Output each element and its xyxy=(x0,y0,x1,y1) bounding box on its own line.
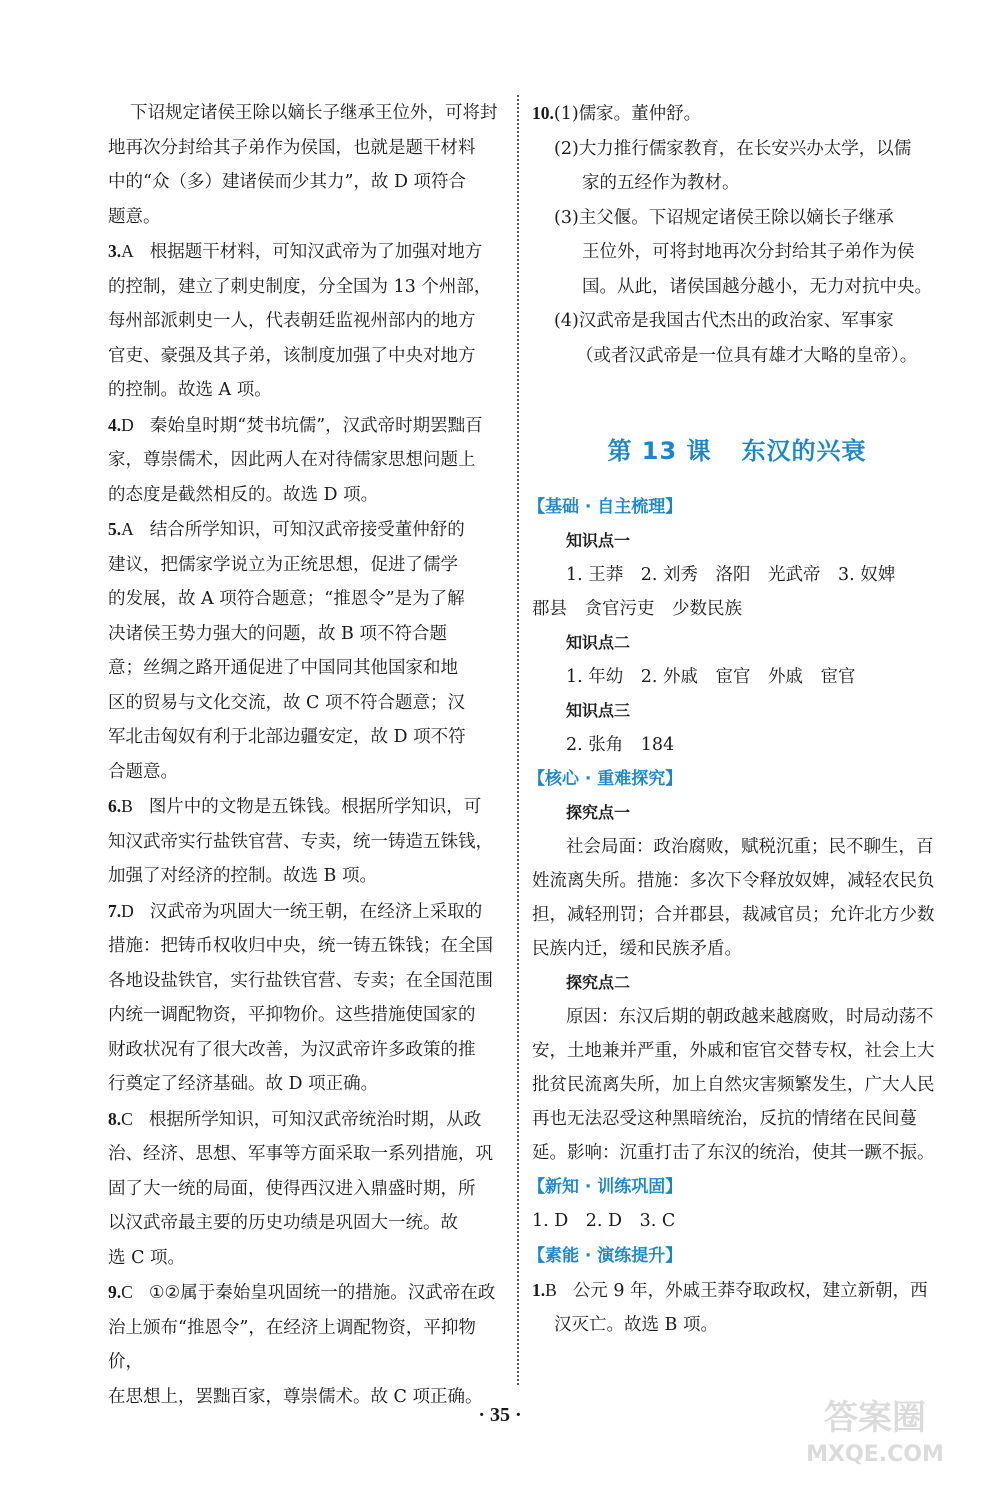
answer-letter: B xyxy=(121,796,133,816)
answer-number: 1. xyxy=(532,1279,546,1300)
text-line: 的控制。故选 A 项。 xyxy=(108,380,272,400)
text-line: 以汉武帝最主要的历史功绩是巩固大一统。故 xyxy=(108,1213,458,1233)
text-line: 王位外，可将封地再次分封给其子弟作为侯 xyxy=(582,242,915,262)
part-label: (2) xyxy=(554,138,579,159)
knowledge-point-1-title: 知识点一 xyxy=(566,531,631,550)
answer-letter: A xyxy=(121,519,134,539)
text-line: 根据所学知识，可知汉武帝统治时期，从政 xyxy=(148,1109,482,1130)
text-line: 治、经济、思想、军事等方面采取一系列措施，巩 xyxy=(108,1144,493,1164)
text-line: 家，尊崇儒术，因此两人在对待儒家思想问题上 xyxy=(108,450,476,470)
continued-answer-2 xyxy=(108,96,503,234)
text-line: 选 C 项。 xyxy=(108,1247,186,1268)
answer-letter: B xyxy=(545,1279,557,1300)
text-line: 中的“众（多）建诸侯而少其力”，故 D 项符合 xyxy=(108,172,467,192)
answer-letter: C xyxy=(121,1108,133,1129)
text-line: 家的五经作为教材。 xyxy=(582,173,740,193)
text-line: 的发展，故 A 项符合题意；“推恩令”是为了解 xyxy=(108,589,465,609)
answer-8 xyxy=(108,1102,503,1276)
answer-number: 6. xyxy=(108,796,122,816)
text-line: 合题意。 xyxy=(108,761,178,782)
part-label: (3) xyxy=(554,207,579,228)
lesson-number: 第 13 课 xyxy=(607,437,712,465)
text-line: 地再次分封给其子弟作为侯国，也就是题干材料 xyxy=(108,137,476,158)
text-line: 公元 9 年，外戚王莽夺取政权，建立新朝，西 xyxy=(572,1280,928,1301)
text-line: 区的贸易与文化交流，故 C 项不符合题意；汉 xyxy=(108,692,466,713)
text-line: 每州部派刺史一人，代表朝廷监视州部内的地方 xyxy=(108,311,476,331)
text-line: 汉武帝是我国古代杰出的政治家、军事家 xyxy=(578,311,894,331)
text-line: 国。从此，诸侯国越分越小，无力对抗中央。 xyxy=(582,276,932,297)
text-line: 主父偃。下诏规定诸侯王除以嫡长子继承 xyxy=(578,207,894,228)
answer-letter: D xyxy=(121,414,134,435)
answer-5 xyxy=(108,512,503,789)
knowledge-point-3-line: 2. 张角 184 xyxy=(566,735,675,755)
skill-answer-1 xyxy=(532,1273,942,1343)
text-line: 官吏、豪强及其子弟，该制度加强了中央对地方 xyxy=(108,345,476,366)
knowledge-point-2-line: 1. 年幼 2. 外戚 宦官 外戚 宦官 xyxy=(566,667,856,687)
text-line: 财政状况有了很大改善，为汉武帝许多政策的推 xyxy=(108,1039,476,1060)
text-line: 图片中的文物是五铢钱。根据所学知识，可 xyxy=(148,797,482,817)
exploration-point-1-text: 社会局面：政治腐败，赋税沉重；民不聊生，百姓流离失所。措施：多次下令释放奴婢，减轻农民负担，减轻刑罚；合并郡县，裁减官员；允许北方少数民族内迁，缓和民族矛盾。 xyxy=(532,837,935,959)
text-line: 大力推行儒家教育，在长安兴办太学，以儒 xyxy=(578,138,912,159)
text-line: 建议，把儒家学说立为正统思想，促进了儒学 xyxy=(108,554,458,575)
new-knowledge-answers: 1. D 2. D 3. C xyxy=(532,1211,676,1231)
text-line: 内统一调配物资，平抑物价。这些措施使国家的 xyxy=(108,1005,476,1025)
text-line: 结合所学知识，可知汉武帝接受董仲舒的 xyxy=(149,520,465,540)
section-heading-basic: 【基础 · 自主梳理】 xyxy=(528,497,683,517)
answer-6 xyxy=(108,789,503,894)
answer-3 xyxy=(108,234,503,408)
answer-number: 4. xyxy=(108,414,122,435)
text-line: 各地设盐铁官，实行盐铁官营、专卖；在全国范围 xyxy=(108,970,493,991)
answer-letter: A xyxy=(121,241,134,261)
part-label: (1) xyxy=(553,104,579,124)
text-line: 决诸侯王势力强大的问题，故 B 项不符合题 xyxy=(108,623,447,644)
text-line: 下诏规定诸侯王除以嫡长子继承王位外，可将封 xyxy=(130,103,498,123)
left-column xyxy=(108,96,503,1414)
watermark-url: MXQE.COM xyxy=(806,1442,944,1467)
right-column xyxy=(528,96,942,1343)
answer-9 xyxy=(108,1275,503,1414)
answer-number: 8. xyxy=(108,1108,122,1129)
text-line: 的控制，建立了刺史制度，分全国为 13 个州部， xyxy=(108,276,492,297)
answer-4 xyxy=(108,408,503,513)
lesson-name: 东汉的兴衰 xyxy=(741,437,867,465)
text-line: 固了大一统的局面，使得西汉进入鼎盛时期，所 xyxy=(108,1178,476,1199)
watermark-title: 答案圈 xyxy=(824,1398,926,1438)
answer-number: 10. xyxy=(532,103,554,123)
text-line: 在思想上，罢黜百家，尊崇儒术。故 C 项正确。 xyxy=(108,1386,483,1407)
text-line: 意；丝绸之路开通促进了中国同其他国家和地 xyxy=(108,658,458,678)
text-line: 知汉武帝实行盐铁官营、专卖，统一铸造五铢钱， xyxy=(108,831,493,852)
text-line: 根据题干材料，可知汉武帝为了加强对地方 xyxy=(149,242,483,262)
text-line: 汉武帝为巩固大一统王朝，在经济上采取的 xyxy=(149,901,483,922)
column-divider xyxy=(517,95,519,1385)
exploration-point-2-text: 原因：东汉后期的朝政越来越腐败，时局动荡不安，土地兼并严重，外戚和宦官交替专权，社会上大批贫民流离失所，加上自然灾害频繁发生，广大人民再也无法忍受这种黑暗统治，反抗的情绪在民间蔓延。影响：沉重打击了东汉的统治，使其一蹶不振。 xyxy=(532,1007,935,1163)
knowledge-point-2-title: 知识点二 xyxy=(566,633,631,652)
text-line: 措施：把铸币权收归中央，统一铸五铢钱；在全国 xyxy=(108,936,493,956)
knowledge-point-1-line: 1. 王莽 2. 刘秀 洛阳 光武帝 3. 奴婢 xyxy=(566,565,896,585)
section-heading-skill: 【素能 · 演练提升】 xyxy=(528,1245,683,1266)
exploration-point-1-title: 探究点一 xyxy=(566,803,631,822)
answer-letter: C xyxy=(121,1282,133,1302)
knowledge-point-1-line: 郡县 贪官污吏 少数民族 xyxy=(532,599,742,619)
answer-number: 5. xyxy=(108,519,122,539)
text-line: ①②属于秦始皇巩固统一的措施。汉武帝在政 xyxy=(148,1283,496,1303)
text-line: 题意。 xyxy=(108,206,161,227)
text-line: 汉灭亡。故选 B 项。 xyxy=(554,1315,718,1335)
lesson-title xyxy=(532,431,942,466)
text-line: （或者汉武帝是一位具有雄才大略的皇帝）。 xyxy=(576,345,918,366)
answer-number: 3. xyxy=(108,241,122,261)
text-line: 治上颁布“推恩令”，在经济上调配物资，平抑物价， xyxy=(108,1317,476,1372)
section-heading-core: 【核心 · 重难探究】 xyxy=(528,769,683,789)
answer-7 xyxy=(108,894,503,1102)
text-line: 行奠定了经济基础。故 D 项正确。 xyxy=(108,1074,379,1094)
text-line: 秦始皇时期“焚书坑儒”，汉武帝时期罢黜百 xyxy=(149,415,483,436)
text-line: 儒家。董仲舒。 xyxy=(578,104,702,124)
answer-number: 9. xyxy=(108,1282,122,1302)
text-line: 的态度是截然相反的。故选 D 项。 xyxy=(108,484,379,505)
watermark-logo xyxy=(780,1391,970,1471)
exploration-point-2-title: 探究点二 xyxy=(566,973,631,992)
page-number: · 35 · xyxy=(478,1404,522,1426)
text-line: 军北击匈奴有利于北部边疆安定，故 D 项不符 xyxy=(108,727,466,747)
text-line: 加强了对经济的控制。故选 B 项。 xyxy=(108,866,377,886)
part-label: (4) xyxy=(554,311,579,331)
answer-letter: D xyxy=(121,900,134,921)
section-heading-new: 【新知 · 训练巩固】 xyxy=(528,1177,683,1197)
answer-number: 7. xyxy=(108,900,122,921)
answer-10 xyxy=(532,96,942,373)
knowledge-point-3-title: 知识点三 xyxy=(566,701,631,720)
